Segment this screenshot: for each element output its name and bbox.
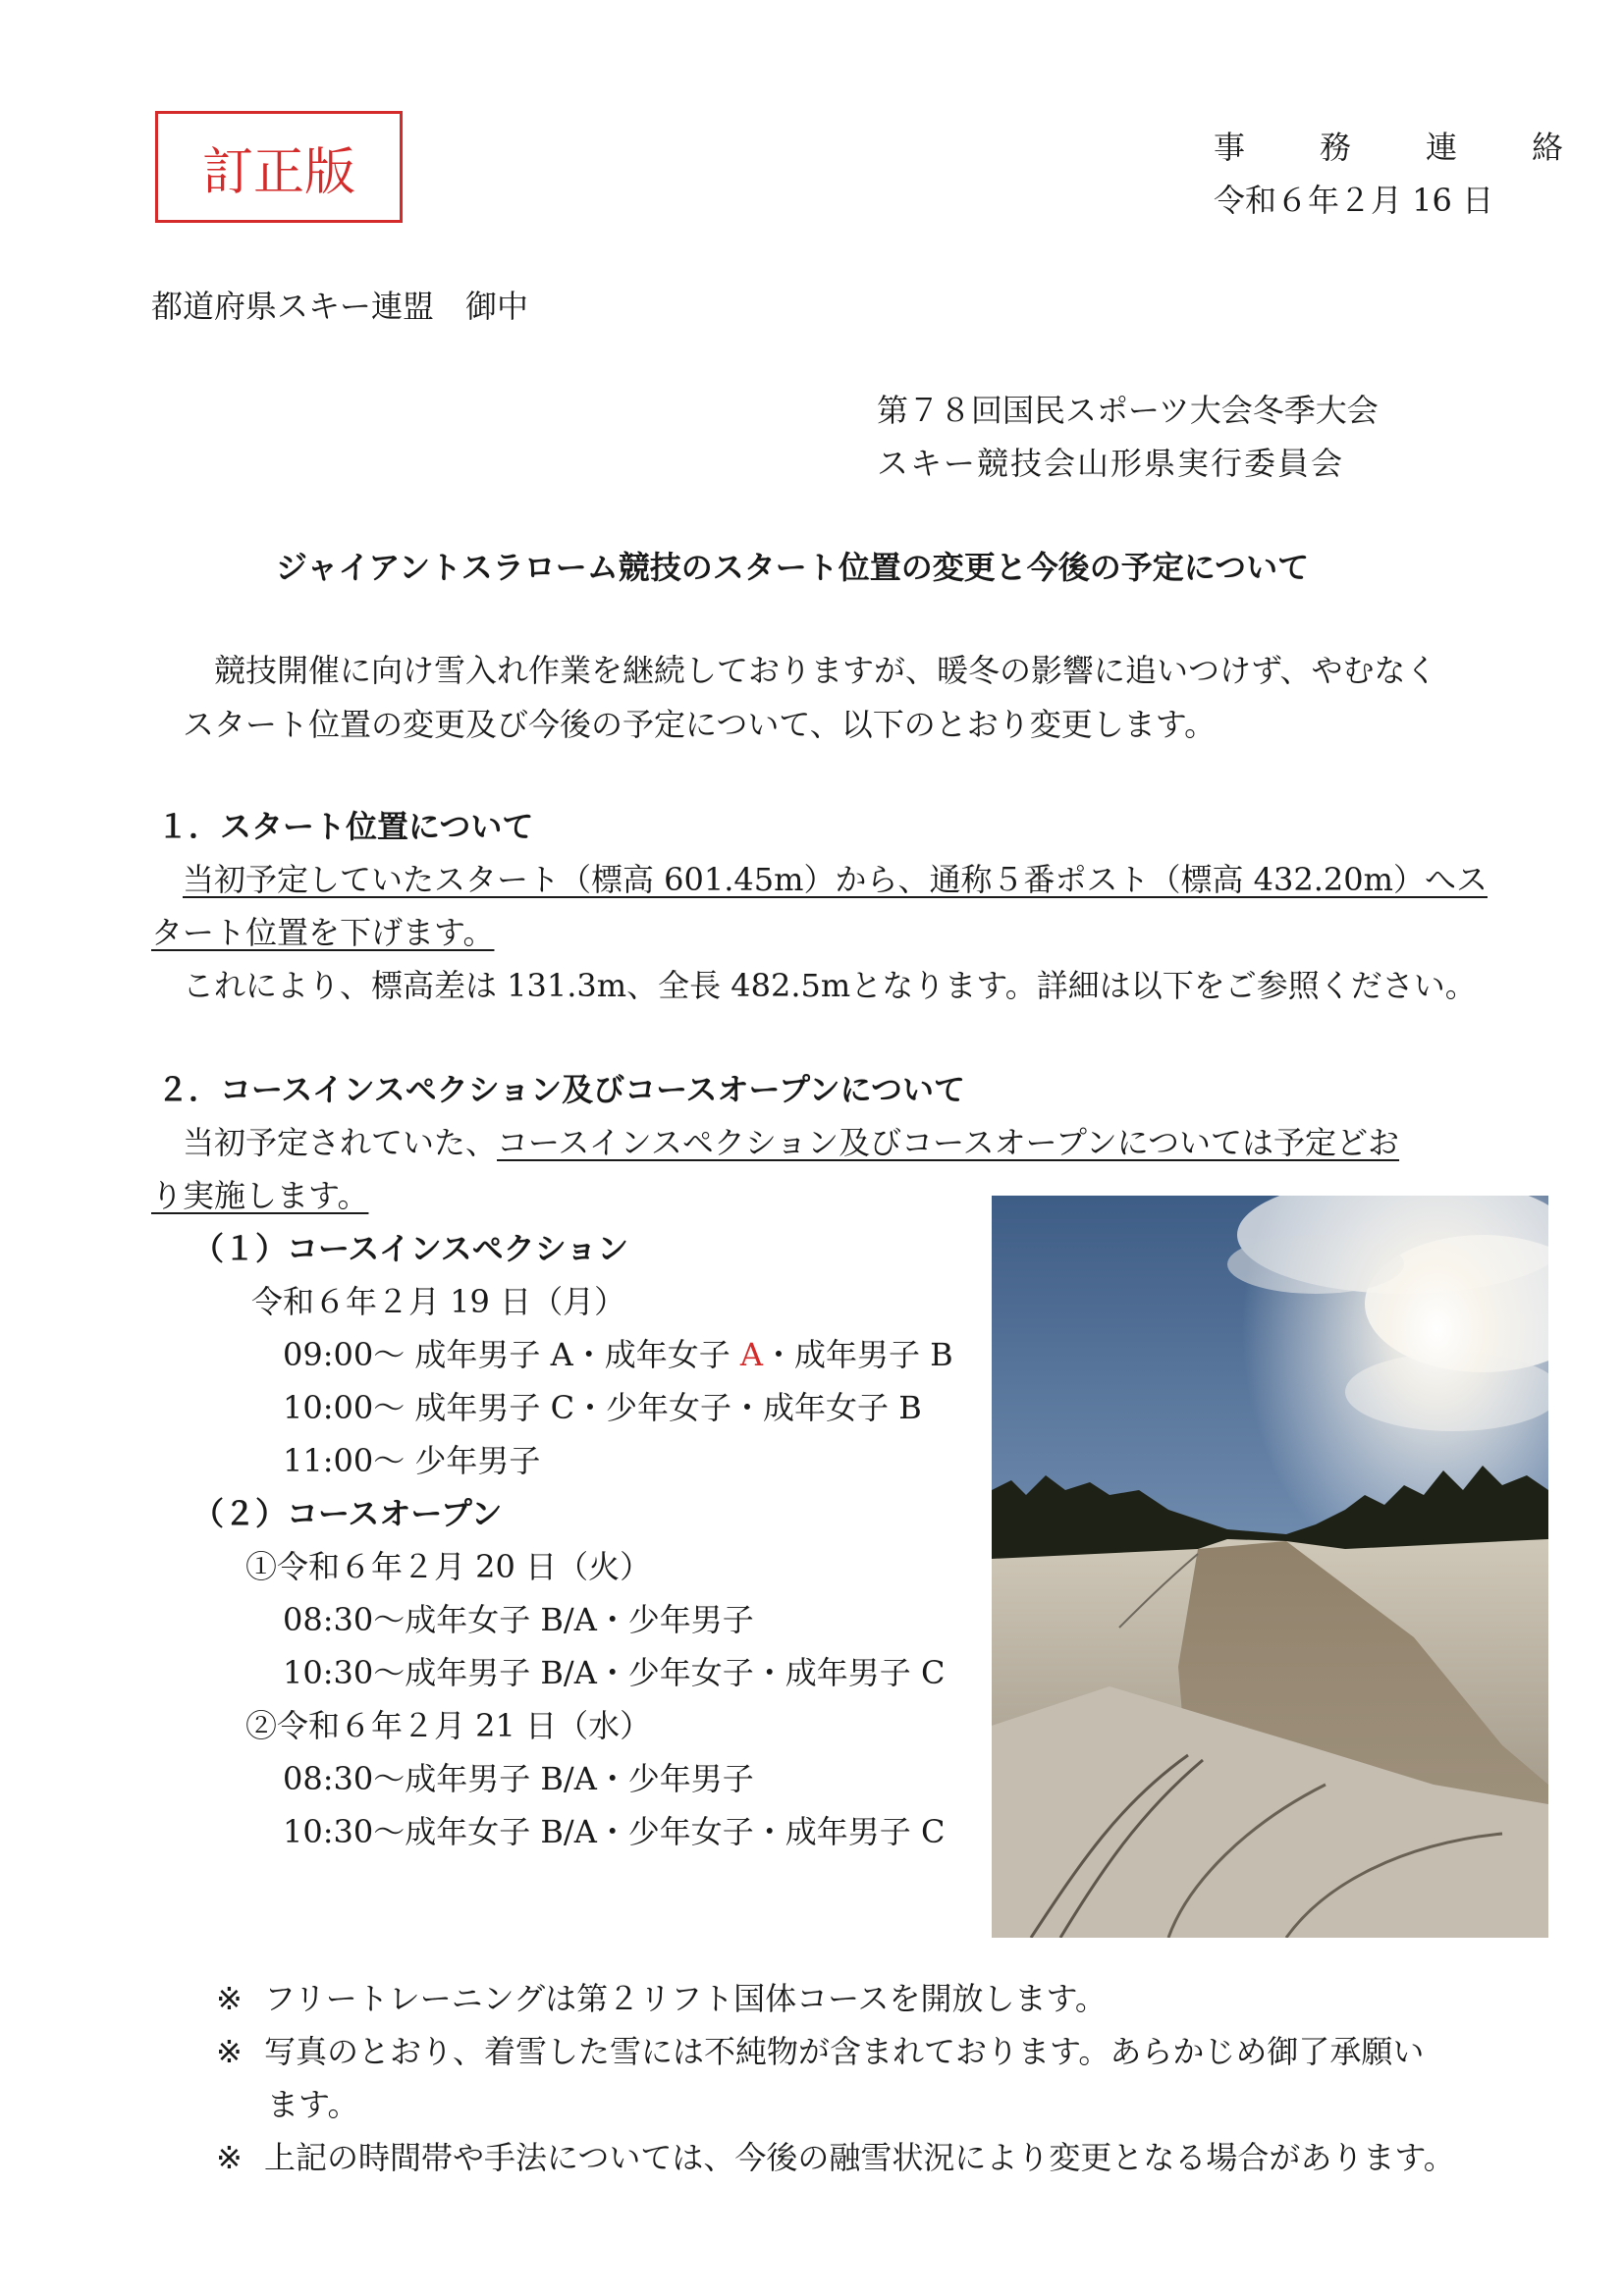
ski-slope-photo: [992, 1196, 1548, 1938]
intro-line-1: 競技開催に向け雪入れ作業を継続しておりますが、暖冬の影響に追いつけず、やむなく: [214, 652, 1437, 689]
addressee: 都道府県スキー連盟 御中: [151, 288, 529, 325]
document-date: 令和６年２月 16 日: [1214, 182, 1494, 219]
correction-stamp: 訂正版: [155, 111, 403, 223]
section-1-line-1: 当初予定していたスタート（標高 601.45m）から、通称５番ポスト（標高 432.20m）へス: [183, 861, 1488, 898]
document-title: ジャイアントスラローム競技のスタート位置の変更と今後の予定について: [276, 549, 1310, 586]
document-type: 事 務 連 絡: [1214, 129, 1586, 166]
section-2-line-2: り実施します。: [151, 1177, 369, 1214]
inspection-row-1-red-mark: A: [739, 1336, 763, 1373]
note-2-text-line-2: ます。: [267, 2086, 359, 2123]
note-3-text: 上記の時間帯や手法については、今後の融雪状況により変更となる場合があります。: [263, 2139, 1455, 2176]
section-1-line-2: タート位置を下げます。: [151, 914, 495, 951]
inspection-row-1-a: 成年男子 A・成年女子: [414, 1336, 731, 1373]
inspection-row-1-b: ・成年男子 B: [762, 1336, 953, 1373]
section-2-line-1-underlined: コースインスペクション及びコースオープンについては予定どお: [497, 1124, 1400, 1161]
section-1-line-3: これにより、標高差は 131.3m、全長 482.5mとなります。詳細は以下をご参照ください。: [183, 967, 1477, 1004]
course-open-day-1: ①令和６年２月 20 日（火）: [245, 1548, 652, 1585]
note-2: [216, 2032, 1424, 2071]
course-open-day-2-row-2: 10:30〜成年女子 B/A・少年女子・成年男子 C: [283, 1813, 946, 1850]
section-1-heading: １．スタート位置について: [157, 808, 534, 845]
note-2-text-line-1: 写真のとおり、着雪した雪には不純物が含まれております。あらかじめ御了承願い: [263, 2033, 1425, 2070]
section-2-line-1: [183, 1123, 1399, 1162]
sender-line-2: スキー競技会山形県実行委員会: [877, 445, 1345, 482]
inspection-date: 令和６年２月 19 日（月）: [251, 1283, 626, 1320]
intro-line-2: スタート位置の変更及び今後の予定について、以下のとおり変更します。: [183, 706, 1217, 743]
course-open-day-1-row-1: 08:30〜成年女子 B/A・少年男子: [283, 1601, 754, 1638]
sender-line-1: 第７８回国民スポーツ大会冬季大会: [877, 392, 1379, 429]
note-1-mark: ※: [216, 1980, 243, 2017]
note-2-mark: ※: [216, 2033, 243, 2070]
note-1: [216, 1979, 1107, 2018]
course-open-day-2-row-1: 08:30〜成年男子 B/A・少年男子: [283, 1760, 754, 1797]
note-3-mark: ※: [216, 2139, 243, 2176]
inspection-row-3: 11:00〜 少年男子: [283, 1442, 541, 1479]
section-2-line-1-prefix: 当初予定されていた、: [183, 1124, 498, 1161]
inspection-row-1-time: 09:00〜: [283, 1336, 406, 1373]
inspection-row-2: 10:00〜 成年男子 C・少年女子・成年女子 B: [283, 1389, 922, 1426]
inspection-heading: （１）コースインスペクション: [192, 1230, 629, 1267]
course-open-day-2: ②令和６年２月 21 日（水）: [245, 1707, 652, 1744]
section-2-heading: ２．コースインスペクション及びコースオープンについて: [157, 1071, 966, 1108]
inspection-row-1: [283, 1335, 953, 1374]
course-open-day-1-row-2: 10:30〜成年男子 B/A・少年女子・成年男子 C: [283, 1654, 946, 1691]
course-open-heading: （２）コースオープン: [192, 1495, 503, 1532]
note-1-text: フリートレーニングは第２リフト国体コースを開放します。: [263, 1980, 1107, 2017]
note-3: [216, 2138, 1455, 2177]
